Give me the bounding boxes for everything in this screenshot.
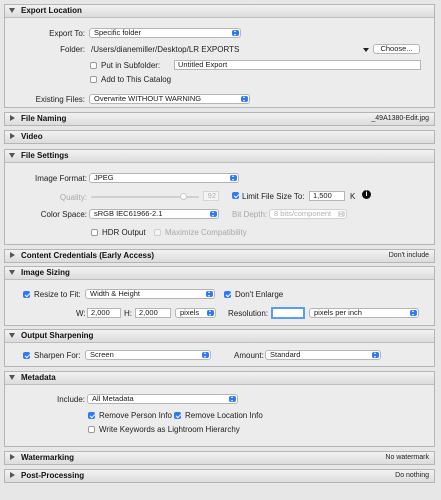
section-summary: _49A1380-Edit.jpg — [371, 115, 429, 122]
section-title: Post-Processing — [21, 471, 85, 480]
resolution-unit-value: pixels per inch — [314, 308, 362, 317]
limit-file-size-checkbox[interactable] — [232, 192, 239, 199]
popup-stepper-icon — [210, 211, 217, 217]
quality-slider-knob[interactable] — [180, 193, 187, 200]
content-credentials-header[interactable] — [5, 250, 434, 262]
disclosure-triangle-icon — [9, 153, 15, 158]
popup-stepper-icon — [229, 396, 236, 402]
section-title: Metadata — [21, 373, 56, 382]
bit-depth-label: Bit Depth: — [232, 210, 268, 219]
info-icon[interactable]: i — [362, 190, 371, 199]
popup-stepper-icon — [232, 30, 239, 36]
export-to-label: Export To: — [49, 29, 85, 38]
watermarking-panel — [4, 451, 435, 465]
image-format-select[interactable] — [89, 173, 239, 183]
existing-files-label: Existing Files: — [35, 95, 85, 104]
popup-stepper-icon — [207, 310, 214, 316]
output-sharpening-panel — [4, 329, 435, 367]
section-title: Watermarking — [21, 453, 75, 462]
export-location-header[interactable] — [5, 5, 434, 18]
existing-files-value: Overwrite WITHOUT WARNING — [94, 94, 202, 103]
popup-stepper-icon — [338, 211, 345, 217]
image-format-value: JPEG — [94, 173, 114, 182]
bit-depth-value: 8 bits/component — [274, 209, 332, 218]
metadata-header[interactable] — [5, 372, 434, 385]
section-title: File Naming — [21, 114, 67, 123]
limit-file-size-unit: K — [350, 192, 356, 201]
export-to-value: Specific folder — [94, 28, 142, 37]
write-keywords-checkbox[interactable] — [88, 426, 95, 433]
width-label: W: — [76, 309, 86, 318]
file-naming-header[interactable] — [5, 113, 434, 125]
size-unit-select[interactable] — [175, 308, 216, 318]
export-location-panel — [4, 4, 435, 108]
width-field[interactable]: 2,000 — [87, 308, 121, 318]
maximize-compatibility-label: Maximize Compatibility — [165, 228, 247, 237]
amount-select[interactable] — [265, 350, 381, 360]
include-value: All Metadata — [92, 394, 134, 403]
quality-field[interactable]: 92 — [203, 191, 219, 201]
dont-enlarge-label: Don't Enlarge — [235, 290, 284, 299]
height-field[interactable]: 2,000 — [135, 308, 171, 318]
section-title: Export Location — [21, 6, 82, 15]
disclosure-triangle-icon — [9, 333, 15, 338]
post-processing-panel — [4, 469, 435, 483]
popup-stepper-icon — [241, 96, 248, 102]
section-summary: Do nothing — [395, 472, 429, 479]
maximize-compatibility-checkbox[interactable] — [154, 229, 161, 236]
sharpen-for-value: Screen — [90, 350, 114, 359]
sharpen-for-label: Sharpen For: — [34, 351, 81, 360]
resize-to-fit-label: Resize to Fit: — [34, 290, 81, 299]
section-title: Output Sharpening — [21, 331, 94, 340]
video-panel — [4, 130, 435, 144]
disclosure-triangle-icon — [10, 252, 15, 258]
metadata-panel — [4, 371, 435, 447]
sharpen-for-select[interactable] — [85, 350, 211, 360]
resolution-label: Resolution: — [228, 309, 269, 318]
output-sharpening-header[interactable] — [5, 330, 434, 343]
image-sizing-header[interactable] — [5, 267, 434, 280]
amount-label: Amount: — [234, 351, 264, 360]
add-to-catalog-checkbox[interactable] — [90, 76, 97, 83]
color-space-value: sRGB IEC61966-2.1 — [94, 209, 163, 218]
popup-stepper-icon — [230, 175, 237, 181]
post-processing-header[interactable] — [5, 470, 434, 482]
resolution-unit-select[interactable] — [309, 308, 419, 318]
resolution-field[interactable] — [271, 307, 305, 319]
remove-person-info-checkbox[interactable] — [88, 412, 95, 419]
file-naming-panel — [4, 112, 435, 126]
color-space-label: Color Space: — [40, 210, 87, 219]
add-to-catalog-label: Add to This Catalog — [101, 75, 172, 84]
section-title: Content Credentials (Early Access) — [21, 251, 155, 260]
remove-location-info-label: Remove Location Info — [185, 411, 263, 420]
popup-stepper-icon — [372, 352, 379, 358]
size-unit-value: pixels — [180, 308, 200, 317]
popup-stepper-icon — [202, 352, 209, 358]
export-to-select[interactable] — [89, 28, 241, 38]
limit-file-size-field[interactable]: 1,500 — [309, 191, 345, 201]
content-credentials-panel — [4, 249, 435, 263]
height-label: H: — [124, 309, 132, 318]
section-summary: No watermark — [385, 454, 429, 461]
disclosure-triangle-icon — [10, 115, 15, 121]
watermarking-header[interactable] — [5, 452, 434, 464]
quality-label: Quality: — [59, 193, 87, 202]
sharpen-for-checkbox[interactable] — [23, 352, 30, 359]
resize-mode-select[interactable] — [85, 289, 215, 299]
existing-files-select[interactable] — [89, 94, 250, 104]
color-space-select[interactable] — [89, 209, 219, 219]
put-in-subfolder-checkbox[interactable] — [90, 62, 97, 69]
section-title: Image Sizing — [21, 268, 70, 277]
remove-location-info-checkbox[interactable] — [174, 412, 181, 419]
write-keywords-label: Write Keywords as Lightroom Hierarchy — [99, 425, 240, 434]
popup-stepper-icon — [410, 310, 417, 316]
hdr-output-label: HDR Output — [102, 228, 146, 237]
disclosure-triangle-icon — [9, 8, 15, 13]
folder-label: Folder: — [60, 45, 85, 54]
put-in-subfolder-label: Put in Subfolder: — [101, 61, 161, 70]
remove-person-info-label: Remove Person Info — [99, 411, 172, 420]
image-format-label: Image Format: — [34, 174, 87, 183]
bit-depth-select[interactable] — [269, 209, 347, 219]
disclosure-triangle-icon — [10, 133, 15, 139]
resize-mode-value: Width & Height — [90, 289, 141, 298]
subfolder-name-field[interactable]: Untitled Export — [174, 60, 421, 70]
choose-button[interactable]: Choose... — [373, 44, 420, 54]
section-summary: Don't include — [388, 252, 429, 259]
dont-enlarge-checkbox[interactable] — [224, 291, 231, 298]
hdr-output-checkbox[interactable] — [91, 229, 98, 236]
folder-path: /Users/dianemiller/Desktop/LR EXPORTS — [91, 45, 240, 54]
section-title: Video — [21, 132, 43, 141]
disclosure-triangle-icon — [9, 270, 15, 275]
amount-value: Standard — [270, 350, 301, 359]
include-label: Include: — [57, 395, 86, 404]
chevron-down-icon[interactable] — [363, 48, 369, 52]
file-settings-panel — [4, 149, 435, 245]
image-sizing-panel — [4, 266, 435, 326]
disclosure-triangle-icon — [10, 454, 15, 460]
section-title: File Settings — [21, 151, 69, 160]
file-settings-header[interactable] — [5, 150, 434, 163]
include-select[interactable] — [87, 394, 238, 404]
disclosure-triangle-icon — [10, 472, 15, 478]
video-header[interactable] — [5, 131, 434, 143]
popup-stepper-icon — [206, 291, 213, 297]
limit-file-size-label: Limit File Size To: — [242, 192, 305, 201]
resize-to-fit-checkbox[interactable] — [23, 291, 30, 298]
disclosure-triangle-icon — [9, 375, 15, 380]
